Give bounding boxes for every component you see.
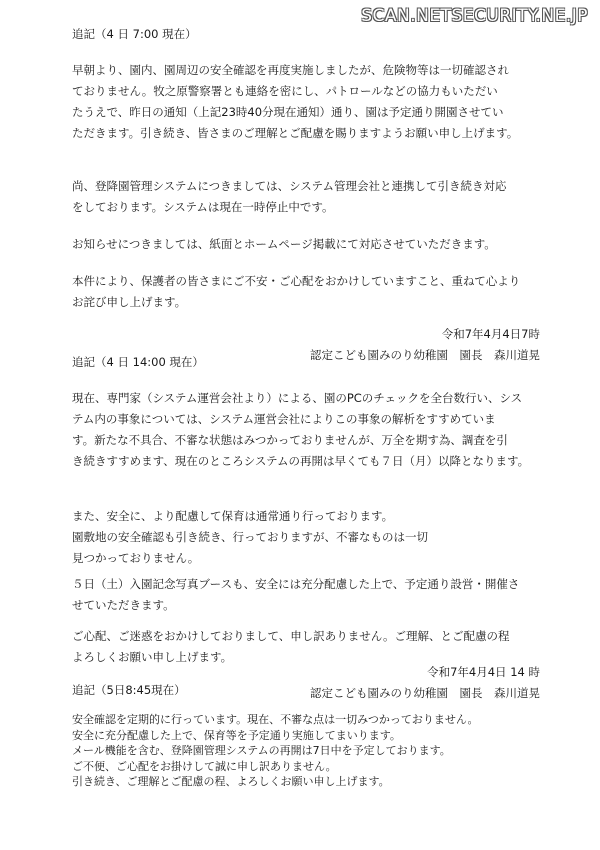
paragraph: お知らせにつきましては、紙面とホームページ掲載にて対応させていただきます。 — [72, 237, 496, 251]
section-heading: 追記（4 日 14:00 現在） — [72, 355, 204, 369]
paragraph: ５日（土）入園記念写真ブースも、安全には充分配慮した上で、予定通り設営・開催さ せていただきます。 — [72, 577, 520, 612]
signature-date: 令和7年4月4日 14 時 — [427, 665, 540, 679]
signature-date: 令和7年4月4日7時 — [441, 327, 540, 341]
paragraph: 本件により、保護者の皆さまにご不安・ご心配をおかけしていますこと、重ねて心より お詫び申し上げます。 — [72, 274, 521, 309]
signature-name: 認定こども園みのり幼稚園 園長 森川道晃 — [310, 686, 540, 700]
signature-name: 認定こども園みのり幼稚園 園長 森川道晃 — [310, 348, 540, 362]
paragraph: また、安全に、より配慮して保育は通常通り行っております。 園敷地の安全確認も引き続き、行っておりますが、不審なものは一切 見つかっておりません。 — [72, 509, 429, 565]
paragraph: 尚、登降園管理システムにつきましては、システム管理会社と連携して引き続き対応 をしております。システムは現在一時停止中です。 — [72, 179, 507, 214]
paragraph: 早朝より、園内、園周辺の安全確認を再度実施しましたが、危険物等は一切確認され ておりません。牧之原警察署とも連絡を密にし、パトロールなどの協力もいただい たうえで、昨日の通知（上記23時40分現在通知）通り、園は予定通り開園させてい ただきます。引き続き、皆さまのご理解とご配慮を賜りますようお願い申し上げます。 — [72, 63, 519, 140]
section-heading: 追記（4 日 7:00 現在） — [72, 27, 197, 41]
watermark-text: SCAN.NETSECURITY.NE.JP — [361, 6, 588, 26]
paragraph: ご心配、ご迷惑をおかけしておりまして、申し訳ありません。ご理解、とご配慮の程 よろしくお願い申し上げます。 — [72, 629, 510, 664]
section-heading: 追記（5日8:45現在） — [72, 683, 186, 697]
paragraph: 現在、専門家（システム運営会社より）による、園のPCのチェックを全台数行い、シス テム内の事象については、システム運営会社によりこの事象の解析をすすめていま す。新たな不具合、不審な状態はみつかっておりませんが、万全を期す為、調査を引 き続きすすめます、現在のところシステムの再開は早くても７日（月）以降となります。 — [72, 391, 530, 468]
paragraph: 安全確認を定期的に行っています。現在、不審な点は一切みつかっておりません。 安全に充分配慮した上で、保育等を予定通り実施してまいります。 メール機能を含む、登降園管理システムの再開は7日中を予定しております。 ご不便、ご心配をお掛けして誠に申し訳ありません。 引き続き、ご理解とご配慮の程、よろしくお願い申し上げます。 — [72, 713, 479, 788]
update-section-3 — [72, 682, 540, 788]
